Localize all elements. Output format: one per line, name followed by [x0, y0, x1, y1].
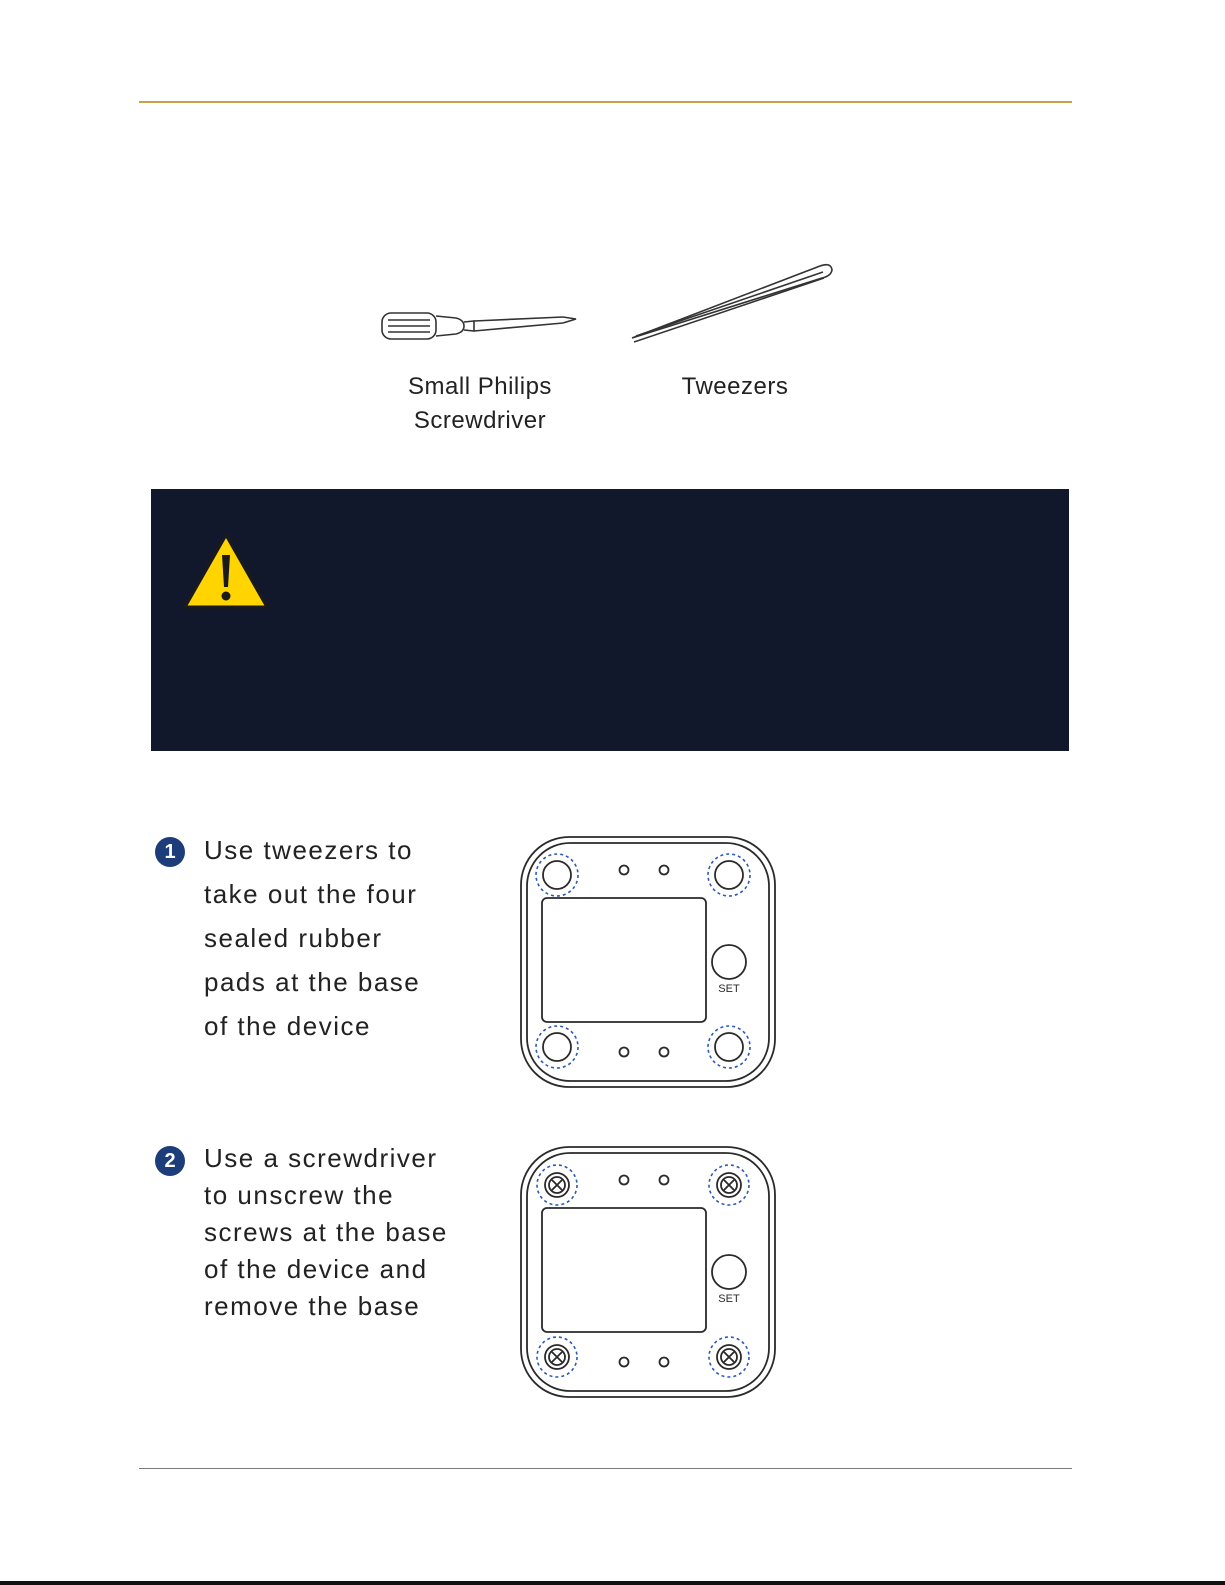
footer-rule	[139, 1468, 1072, 1469]
step-1-text	[204, 828, 436, 1048]
step-1-line: Use tweezers to	[204, 835, 413, 865]
tweezers-illustration	[628, 258, 838, 348]
device-base-rubber-pads-illustration	[518, 834, 778, 1090]
screwdriver-illustration	[378, 300, 583, 345]
tweezers-label: Tweezers	[681, 373, 789, 400]
step-2-line: screws at the base	[204, 1217, 448, 1247]
screwdriver-label-line1: Small Philips	[408, 373, 552, 400]
step-1-line: of the device	[204, 1011, 371, 1041]
step-2-line: Use a screwdriver	[204, 1143, 438, 1173]
set-button-label: SET	[718, 983, 740, 995]
warning-triangle-icon	[181, 531, 271, 616]
step-1-line: take out the four	[204, 879, 418, 909]
step-2-text	[204, 1140, 450, 1325]
device-base-screws-illustration	[518, 1144, 778, 1400]
step-1-line: sealed rubber	[204, 923, 383, 953]
step-number-badge: 1	[155, 837, 185, 867]
step-1-line: pads at the base	[204, 967, 421, 997]
step-number-badge: 2	[155, 1146, 185, 1176]
step-2-line: to unscrew the	[204, 1180, 395, 1210]
header-rule	[139, 101, 1072, 103]
warning-box	[151, 489, 1069, 751]
set-button-label: SET	[718, 1293, 740, 1305]
step-2-line: of the device and	[204, 1254, 428, 1284]
page-bottom-edge	[0, 1581, 1225, 1585]
screwdriver-label-line2: Screwdriver	[413, 407, 547, 434]
screwdriver-label	[380, 370, 580, 438]
step-2-line: remove the base	[204, 1291, 421, 1321]
